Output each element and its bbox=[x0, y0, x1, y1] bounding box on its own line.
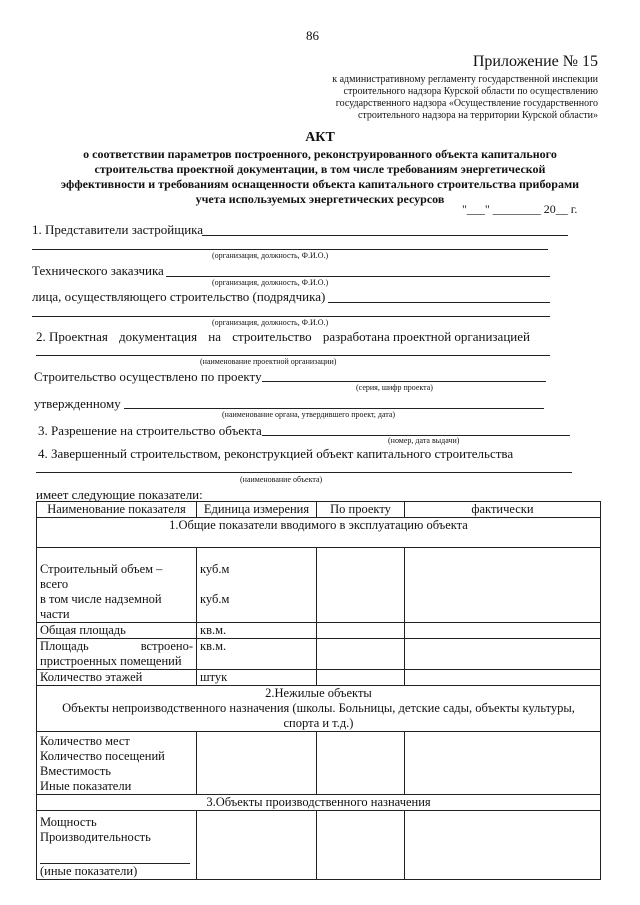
act-subtitle-line: учета используемых энергетических ресурсов bbox=[195, 192, 445, 206]
section-row bbox=[37, 518, 601, 548]
approver-hint: (наименование органа, утвердившего проект, дата) bbox=[222, 410, 396, 419]
page-number: 86 bbox=[306, 28, 319, 43]
section-title: 3.Объекты производственного назначения bbox=[37, 795, 601, 811]
project-label bbox=[36, 329, 530, 345]
approved-label: утвержденному bbox=[34, 396, 121, 411]
project-value-cell[interactable] bbox=[317, 639, 405, 670]
actual-value-cell[interactable] bbox=[405, 732, 601, 795]
appendix-line: строительного надзора Курской области по осуществлению bbox=[343, 86, 598, 97]
nonres-item: Количество посещений bbox=[40, 749, 165, 763]
org-hint: (организация, должность, Ф.И.О.) bbox=[212, 278, 329, 287]
org-hint: (организация, должность, Ф.И.О.) bbox=[212, 251, 329, 260]
project-value-cell[interactable] bbox=[317, 732, 405, 795]
table-header-row bbox=[37, 502, 601, 518]
nonres-item: Вместимость bbox=[40, 764, 111, 778]
project-word: разработана проектной организацией bbox=[322, 329, 530, 344]
project-value-cell[interactable] bbox=[317, 623, 405, 639]
row-label: Количество этажей bbox=[37, 670, 197, 686]
header-cell: Единица измерения bbox=[197, 502, 317, 518]
built-by-field[interactable] bbox=[262, 381, 546, 382]
indicators-table bbox=[36, 501, 601, 880]
header-cell: По проекту bbox=[317, 502, 405, 518]
table-row bbox=[37, 548, 601, 623]
unit-value-cell[interactable] bbox=[197, 732, 317, 795]
section2-title: 2.Нежилые объекты bbox=[265, 686, 372, 700]
nonres-item: Иные показатели bbox=[40, 779, 132, 793]
section2-sub: Объекты непроизводственного назначения (школы. Больницы, детские сады, объекты культуры, bbox=[62, 701, 575, 715]
project-value-cell[interactable] bbox=[317, 670, 405, 686]
volume-unit-cell bbox=[197, 548, 317, 623]
section-row bbox=[37, 686, 601, 732]
actual-value-cell[interactable] bbox=[405, 670, 601, 686]
nonres-cell bbox=[37, 732, 197, 795]
unit-value: куб.м bbox=[200, 562, 230, 576]
volume-line: всего bbox=[40, 577, 69, 591]
label-word: встроено- bbox=[140, 639, 193, 653]
indicators-label: имеет следующие показатели: bbox=[36, 487, 203, 502]
actual-value-cell[interactable] bbox=[405, 639, 601, 670]
section-title bbox=[37, 686, 601, 732]
actual-value-cell[interactable] bbox=[405, 811, 601, 880]
project-word: 2. Проектная bbox=[36, 329, 108, 344]
table-row bbox=[37, 670, 601, 686]
developer-label: 1. Представители застройщика bbox=[32, 222, 204, 237]
act-subtitle-line: эффективности и требованиям оснащенности объекта капитального строительства приборами bbox=[60, 177, 580, 191]
prod-item: Производительность bbox=[40, 830, 151, 844]
unit-value: кв.м. bbox=[197, 639, 317, 670]
finished-label: 4. Завершенный строительством, реконструкцией объект капитального строительства bbox=[38, 446, 514, 461]
project-word: документация bbox=[119, 329, 198, 344]
volume-line: в том числе надземной bbox=[40, 592, 162, 606]
table-row bbox=[37, 811, 601, 880]
label-word: Площадь bbox=[40, 639, 89, 653]
developer-field-2[interactable] bbox=[32, 249, 548, 250]
row-label bbox=[37, 639, 197, 670]
prod-item: Мощность bbox=[40, 815, 97, 829]
unit-value-cell[interactable] bbox=[197, 811, 317, 880]
header-cell: фактически bbox=[405, 502, 601, 518]
table-row bbox=[37, 732, 601, 795]
contractor-label: лица, осуществляющего строительство (подрядчика) bbox=[32, 289, 326, 304]
appendix-line: государственного надзора «Осуществление государственного bbox=[335, 98, 598, 109]
header-cell: Наименование показателя bbox=[37, 502, 197, 518]
permit-hint: (номер, дата выдачи) bbox=[388, 436, 460, 445]
project-value-cell[interactable] bbox=[317, 811, 405, 880]
org-hint: (организация, должность, Ф.И.О.) bbox=[212, 318, 329, 327]
contractor-field[interactable] bbox=[328, 302, 550, 303]
finished-field[interactable] bbox=[36, 472, 572, 473]
built-by-label: Строительство осуществлено по проекту bbox=[34, 369, 262, 384]
section2-sub: спорта и т.д.) bbox=[283, 716, 354, 730]
act-title: АКТ bbox=[305, 130, 335, 145]
unit-value: куб.м bbox=[200, 592, 230, 606]
act-date[interactable]: "___" ________ 20__ г. bbox=[462, 202, 578, 216]
approved-field[interactable] bbox=[124, 408, 544, 409]
contractor-field-2[interactable] bbox=[32, 316, 550, 317]
section-row bbox=[37, 795, 601, 811]
volume-line: Строительный объем – bbox=[40, 562, 163, 576]
volume-line: части bbox=[40, 607, 70, 621]
project-org-field[interactable] bbox=[36, 355, 550, 356]
series-hint: (серия, шифр проекта) bbox=[356, 383, 433, 392]
permit-label: 3. Разрешение на строительство объекта bbox=[38, 423, 262, 438]
appendix-title: Приложение № 15 bbox=[472, 53, 598, 70]
table-row bbox=[37, 623, 601, 639]
actual-value-cell[interactable] bbox=[405, 623, 601, 639]
customer-label: Технического заказчика bbox=[32, 263, 164, 278]
project-value-cell[interactable] bbox=[317, 548, 405, 623]
actual-value-cell[interactable] bbox=[405, 548, 601, 623]
label-line: пристроенных помещений bbox=[40, 654, 182, 668]
section-title: 1.Общие показатели вводимого в эксплуатацию объекта bbox=[37, 518, 601, 548]
act-subtitle-line: о соответствии параметров построенного, реконструированного объекта капитального bbox=[83, 147, 557, 161]
appendix-line: строительного надзора на территории Курской области» bbox=[357, 110, 598, 121]
project-org-hint: (наименование проектной организации) bbox=[200, 357, 337, 366]
volume-cell bbox=[37, 548, 197, 623]
other-indicators: (иные показатели) bbox=[40, 864, 138, 878]
object-hint: (наименование объекта) bbox=[240, 475, 323, 484]
unit-value: кв.м. bbox=[197, 623, 317, 639]
project-word: на bbox=[208, 329, 222, 344]
prod-cell bbox=[37, 811, 197, 880]
table-row bbox=[37, 639, 601, 670]
nonres-item: Количество мест bbox=[40, 734, 130, 748]
customer-field[interactable] bbox=[166, 276, 550, 277]
developer-field[interactable] bbox=[202, 235, 568, 236]
row-label: Общая площадь bbox=[37, 623, 197, 639]
act-subtitle-line: строительства проектной документации, в том числе требованиям энергетической bbox=[94, 162, 546, 176]
unit-value: штук bbox=[197, 670, 317, 686]
project-word: строительство bbox=[232, 329, 312, 344]
appendix-line: к административному регламенту государственной инспекции bbox=[332, 74, 598, 85]
